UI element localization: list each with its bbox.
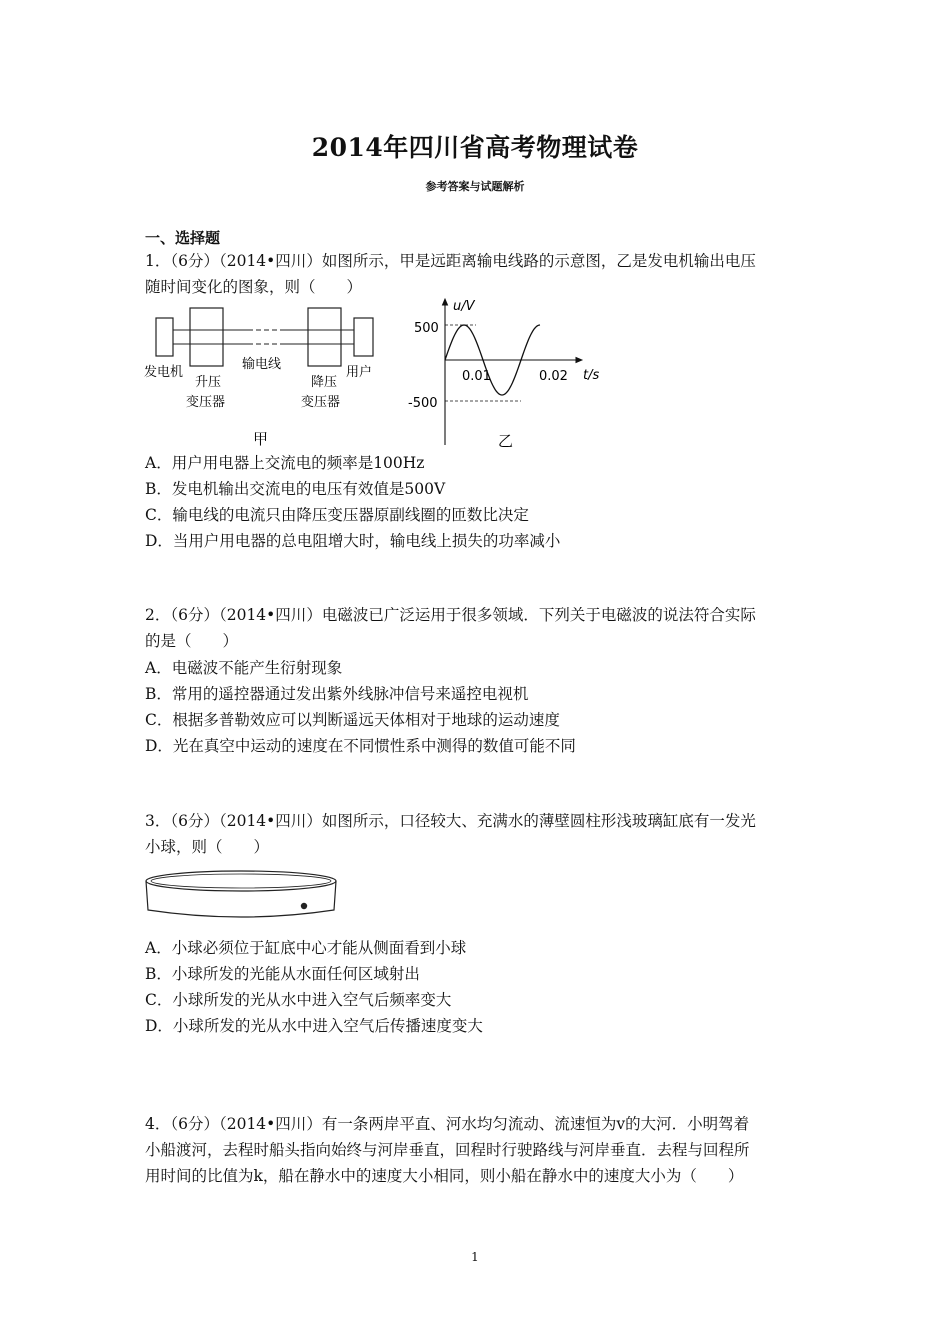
- q2-option-d: D．光在真空中运动的速度在不同惯性系中测得的数值可能不同: [145, 737, 576, 755]
- step-up-label-1: 升压: [195, 375, 222, 390]
- page-subtitle: 参考答案与试题解析: [425, 180, 525, 193]
- question-2-line-2: 的是（ ）: [145, 632, 239, 650]
- q2-option-a: A．电磁波不能产生衍射现象: [145, 659, 343, 677]
- y-tick-500: 500: [414, 321, 439, 336]
- figure-glass-tank: [140, 866, 350, 926]
- step-down-label-1: 降压: [311, 375, 338, 390]
- y-tick-minus-500: -500: [408, 396, 438, 411]
- q1-option-a: A．用户用电器上交流电的频率是100Hz: [145, 454, 425, 472]
- q1-option-d: D．当用户用电器的总电阻增大时，输电线上损失的功率减小: [145, 532, 561, 550]
- question-2-line-1: 2．（6分）（2014•四川）电磁波已广泛运用于很多领域．下列关于电磁波的说法符合实际: [145, 606, 756, 624]
- q3-option-d: D．小球所发的光从水中进入空气后传播速度变大: [145, 1017, 483, 1035]
- page-title: 2014年四川省高考物理试卷: [311, 133, 639, 162]
- q2-option-c: C．根据多普勒效应可以判断遥远天体相对于地球的运动速度: [145, 711, 560, 729]
- question-4-line-2: 小船渡河，去程时船头指向始终与河岸垂直，回程时行驶路线与河岸垂直．去程与回程所: [145, 1141, 750, 1159]
- q1-option-b: B．发电机输出交流电的电压有效值是500V: [145, 480, 446, 498]
- step-down-transformer-box: [308, 308, 341, 366]
- figure-jia-caption: 甲: [253, 430, 269, 448]
- q3-option-c: C．小球所发的光从水中进入空气后频率变大: [145, 991, 452, 1009]
- x-tick-0-01: 0.01: [462, 369, 491, 384]
- question-1-line-1: 1．（6分）（2014•四川）如图所示，甲是远距离输电线路的示意图，乙是发电机输出电压: [145, 252, 756, 270]
- step-up-transformer-box: [190, 308, 223, 366]
- x-axis-label: t/s: [583, 368, 600, 383]
- question-1-line-2: 随时间变化的图象，则（ ）: [145, 278, 363, 296]
- light-ball: [301, 903, 307, 909]
- question-4-line-1: 4．（6分）（2014•四川）有一条两岸平直、河水均匀流动、流速恒为v的大河．小明驾着: [145, 1115, 750, 1133]
- user-box: [354, 318, 373, 356]
- q3-option-b: B．小球所发的光能从水面任何区域射出: [145, 965, 420, 983]
- question-3-line-2: 小球，则（ ）: [145, 838, 270, 856]
- generator-label: 发电机: [144, 365, 184, 380]
- question-4-line-3: 用时间的比值为k，船在静水中的速度大小相同，则小船在静水中的速度大小为（ ）: [145, 1167, 744, 1185]
- q2-option-b: B．常用的遥控器通过发出紫外线脉冲信号来遥控电视机: [145, 685, 529, 703]
- q3-option-a: A．小球必须位于缸底中心才能从侧面看到小球: [145, 939, 467, 957]
- section-heading: 一、选择题: [145, 229, 221, 247]
- user-label: 用户: [346, 365, 373, 380]
- step-up-label-2: 变压器: [186, 395, 226, 410]
- question-3-line-1: 3．（6分）（2014•四川）如图所示，口径较大、充满水的薄壁圆柱形浅玻璃缸底有一发光: [145, 812, 756, 830]
- generator-box: [156, 318, 173, 356]
- figure-yi-voltage-chart: [400, 295, 615, 455]
- line-label: 输电线: [242, 357, 282, 372]
- step-down-label-2: 变压器: [301, 395, 341, 410]
- y-axis-label: u/V: [453, 299, 475, 314]
- figure-yi-caption: 乙: [498, 432, 514, 450]
- q1-option-c: C．输电线的电流只由降压变压器原副线圈的匝数比决定: [145, 506, 529, 524]
- page-number: 1: [471, 1250, 479, 1264]
- x-tick-0-02: 0.02: [539, 369, 568, 384]
- figure-jia-transmission-diagram: [140, 300, 390, 450]
